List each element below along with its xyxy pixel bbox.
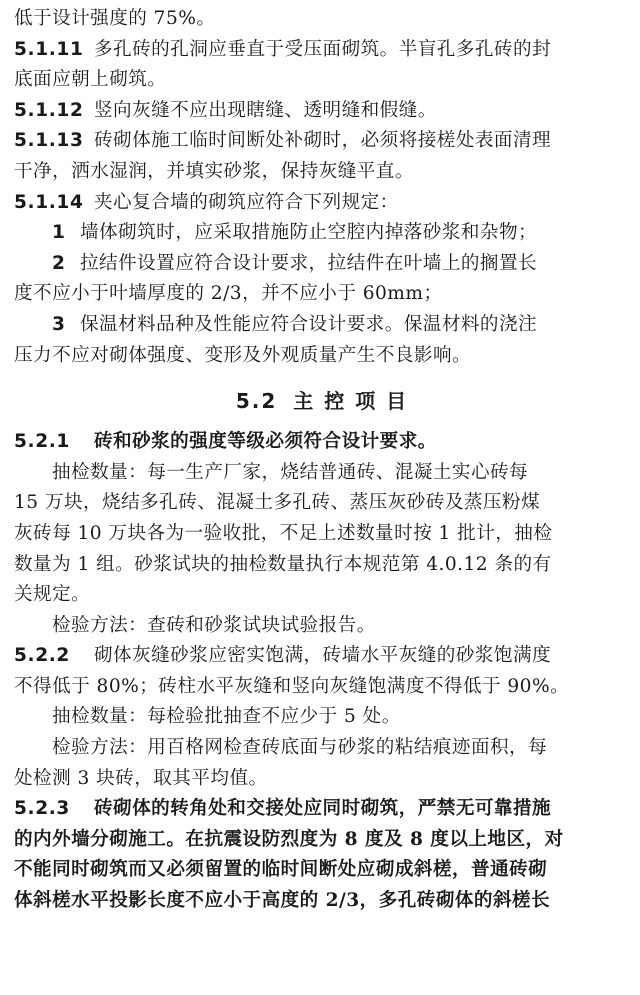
line-text: 灰砖每 10 万块各为一验收批，不足上述数量时按 1 批计，抽检: [14, 522, 553, 544]
clause-text: 多孔砖的孔洞应垂直于受压面砌筑。半盲孔多孔砖的封: [94, 38, 552, 60]
clause-number: 5.1.11: [14, 38, 84, 60]
clause-number: 5.2.3: [14, 798, 70, 820]
section-number: 5.2: [235, 389, 278, 414]
line-text: 不能同时砌筑而又必须留置的临时间断处应砌成斜槎，普通砖砌: [14, 859, 548, 881]
clause-text: 砖砌体施工临时间断处补砌时，必须将接槎处表面清理: [94, 130, 552, 152]
text-line: [14, 825, 630, 856]
clause-number: 5.1.12: [14, 99, 84, 121]
clause-line: [14, 794, 630, 825]
line-text: 度不应小于叶墙厚度的 2/3，并不应小于 60mm；: [14, 283, 443, 305]
line-text: 数量为 1 组。砂浆试块的抽检数量执行本规范第 4.0.12 条的有: [14, 553, 552, 575]
paragraph-line: [14, 702, 630, 733]
line-text: 检验方法：用百格网检查砖底面与砂浆的粘结痕迹面积，每: [52, 737, 548, 759]
text-line: [14, 4, 630, 35]
text-line: [14, 580, 630, 611]
clause-number: 5.2.1: [14, 431, 70, 453]
clause-text: 砖和砂浆的强度等级必须符合设计要求。: [94, 431, 437, 453]
clause-line: [14, 427, 630, 458]
text-line: [14, 855, 630, 886]
item-text: 墙体砌筑时，应采取措施防止空腔内掉落砂浆和杂物；: [80, 222, 538, 244]
line-text: 处检测 3 块砖，取其平均值。: [14, 767, 268, 789]
line-text: 底面应朝上砌筑。: [14, 69, 167, 91]
text-line: [14, 672, 630, 703]
clause-number: 5.2.2: [14, 645, 70, 667]
line-text: 压力不应对砌体强度、变形及外观质量产生不良影响。: [14, 344, 472, 366]
clause-number: 5.1.14: [14, 191, 84, 213]
text-line: [14, 341, 630, 372]
list-item: [14, 218, 630, 249]
section-title: 主 控 项 目: [293, 389, 409, 414]
text-line: [14, 65, 630, 96]
text-line: [14, 279, 630, 310]
paragraph-line: [14, 611, 630, 642]
section-heading: [14, 375, 630, 427]
clause-text: 砌体灰缝砂浆应密实饱满，砖墙水平灰缝的砂浆饱满度: [94, 645, 552, 667]
text-line: [14, 764, 630, 795]
paragraph-line: [14, 458, 630, 489]
line-text: 低于设计强度的 75%。: [14, 8, 216, 29]
list-item: [14, 310, 630, 341]
clause-line: [14, 641, 630, 672]
item-number: 1: [52, 222, 66, 244]
line-text: 干净，洒水湿润，并填实砂浆，保持灰缝平直。: [14, 160, 414, 182]
line-text: 抽检数量：每检验批抽查不应少于 5 处。: [52, 706, 401, 728]
line-text: 抽检数量：每一生产厂家，烧结普通砖、混凝土实心砖每: [52, 461, 529, 483]
text-line: [14, 519, 630, 550]
text-line: [14, 550, 630, 581]
clause-number: 5.1.13: [14, 130, 84, 152]
item-text: 保温材料品种及性能应符合设计要求。保温材料的浇注: [80, 313, 538, 335]
line-text: 不得低于 80%；砖柱水平灰缝和竖向灰缝饱满度不得低于 90%。: [14, 675, 570, 697]
list-item: [14, 249, 630, 280]
clause-text: 夹心复合墙的砌筑应符合下列规定：: [94, 191, 399, 213]
text-line: [14, 488, 630, 519]
paragraph-line: [14, 733, 630, 764]
clause-line: [14, 35, 630, 66]
line-text: 体斜槎水平投影长度不应小于高度的 2/3，多孔砖砌体的斜槎长: [14, 890, 551, 912]
item-text: 拉结件设置应符合设计要求，拉结件在叶墙上的搁置长: [80, 252, 538, 274]
line-text: 的内外墙分砌施工。在抗震设防烈度为 8 度及 8 度以上地区，对: [14, 828, 564, 850]
text-line: [14, 157, 630, 188]
clause-line: [14, 188, 630, 219]
line-text: 关规定。: [14, 584, 91, 606]
item-number: 2: [52, 252, 66, 274]
clause-line: [14, 126, 630, 157]
clause-text: 砖砌体的转角处和交接处应同时砌筑，严禁无可靠措施: [94, 798, 552, 820]
clause-text: 竖向灰缝不应出现瞎缝、透明缝和假缝。: [94, 99, 437, 121]
line-text: 检验方法：查砖和砂浆试块试验报告。: [52, 614, 376, 636]
item-number: 3: [52, 313, 66, 335]
clause-line: [14, 96, 630, 127]
line-text: 15 万块，烧结多孔砖、混凝土多孔砖、蒸压灰砂砖及蒸压粉煤: [14, 492, 541, 514]
text-line: [14, 886, 630, 917]
